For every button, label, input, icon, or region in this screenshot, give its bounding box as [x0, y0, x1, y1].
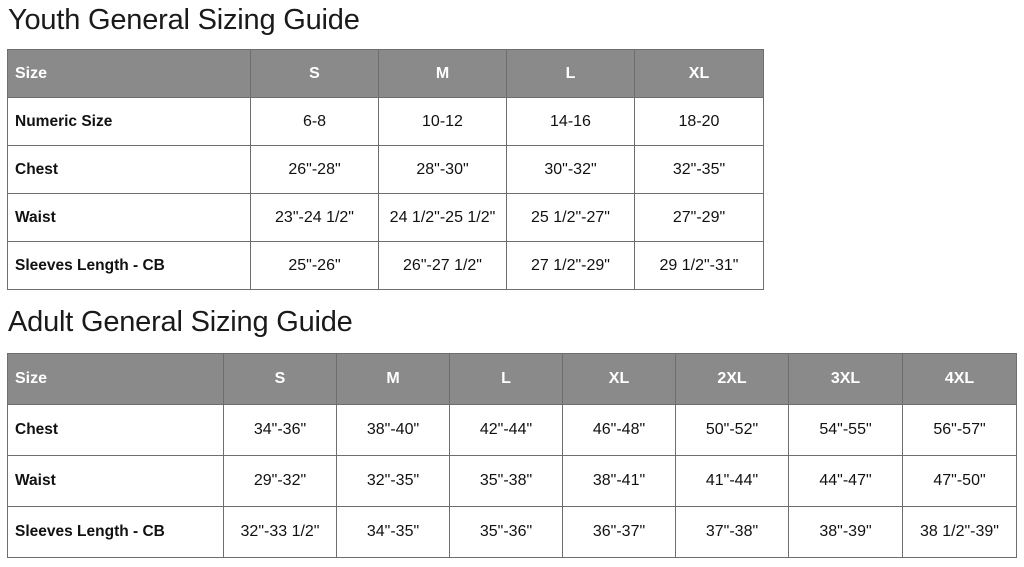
table-cell: 38"-40"	[337, 405, 450, 456]
column-header-m: M	[337, 354, 450, 405]
table-cell: 28"-30"	[379, 146, 507, 194]
row-label: Chest	[8, 405, 224, 456]
table-cell: 32"-35"	[635, 146, 764, 194]
table-cell: 34"-36"	[224, 405, 337, 456]
table-cell: 37"-38"	[676, 507, 789, 558]
table-row	[8, 456, 1017, 507]
table-cell: 10-12	[379, 98, 507, 146]
table-cell: 25 1/2"-27"	[507, 194, 635, 242]
table-cell: 23"-24 1/2"	[251, 194, 379, 242]
table-cell: 41"-44"	[676, 456, 789, 507]
table-cell: 29 1/2"-31"	[635, 242, 764, 290]
row-label: Numeric Size	[8, 98, 251, 146]
table-cell: 24 1/2"-25 1/2"	[379, 194, 507, 242]
table-row	[8, 98, 764, 146]
column-header-size: Size	[8, 50, 251, 98]
table-cell: 44"-47"	[789, 456, 903, 507]
table-cell: 27"-29"	[635, 194, 764, 242]
table-cell: 30"-32"	[507, 146, 635, 194]
column-header-l: L	[450, 354, 563, 405]
column-header-2xl: 2XL	[676, 354, 789, 405]
youth-sizing-title: Youth General Sizing Guide	[8, 4, 360, 36]
table-cell: 36"-37"	[563, 507, 676, 558]
table-cell: 34"-35"	[337, 507, 450, 558]
table-cell: 26"-28"	[251, 146, 379, 194]
column-header-xl: XL	[563, 354, 676, 405]
table-cell: 25"-26"	[251, 242, 379, 290]
table-row	[8, 242, 764, 290]
row-label: Sleeves Length - CB	[8, 242, 251, 290]
table-cell: 54"-55"	[789, 405, 903, 456]
table-cell: 38"-41"	[563, 456, 676, 507]
column-header-3xl: 3XL	[789, 354, 903, 405]
column-header-xl: XL	[635, 50, 764, 98]
table-cell: 38 1/2"-39"	[903, 507, 1017, 558]
column-header-m: M	[379, 50, 507, 98]
table-cell: 26"-27 1/2"	[379, 242, 507, 290]
table-cell: 50"-52"	[676, 405, 789, 456]
table-row	[8, 194, 764, 242]
table-header-row	[8, 354, 1017, 405]
column-header-s: S	[251, 50, 379, 98]
column-header-size: Size	[8, 354, 224, 405]
row-label: Chest	[8, 146, 251, 194]
table-row	[8, 507, 1017, 558]
table-cell: 18-20	[635, 98, 764, 146]
column-header-l: L	[507, 50, 635, 98]
row-label: Waist	[8, 194, 251, 242]
table-row	[8, 405, 1017, 456]
table-cell: 35"-36"	[450, 507, 563, 558]
table-header-row	[8, 50, 764, 98]
adult-sizing-title: Adult General Sizing Guide	[8, 306, 353, 338]
adult-sizing-table	[7, 353, 1017, 558]
table-cell: 47"-50"	[903, 456, 1017, 507]
youth-sizing-table	[7, 49, 764, 290]
table-cell: 35"-38"	[450, 456, 563, 507]
table-cell: 27 1/2"-29"	[507, 242, 635, 290]
table-cell: 38"-39"	[789, 507, 903, 558]
table-cell: 6-8	[251, 98, 379, 146]
table-cell: 32"-35"	[337, 456, 450, 507]
table-cell: 42"-44"	[450, 405, 563, 456]
table-cell: 46"-48"	[563, 405, 676, 456]
row-label: Sleeves Length - CB	[8, 507, 224, 558]
table-cell: 29"-32"	[224, 456, 337, 507]
table-row	[8, 146, 764, 194]
column-header-s: S	[224, 354, 337, 405]
table-cell: 32"-33 1/2"	[224, 507, 337, 558]
table-cell: 56"-57"	[903, 405, 1017, 456]
table-cell: 14-16	[507, 98, 635, 146]
column-header-4xl: 4XL	[903, 354, 1017, 405]
row-label: Waist	[8, 456, 224, 507]
